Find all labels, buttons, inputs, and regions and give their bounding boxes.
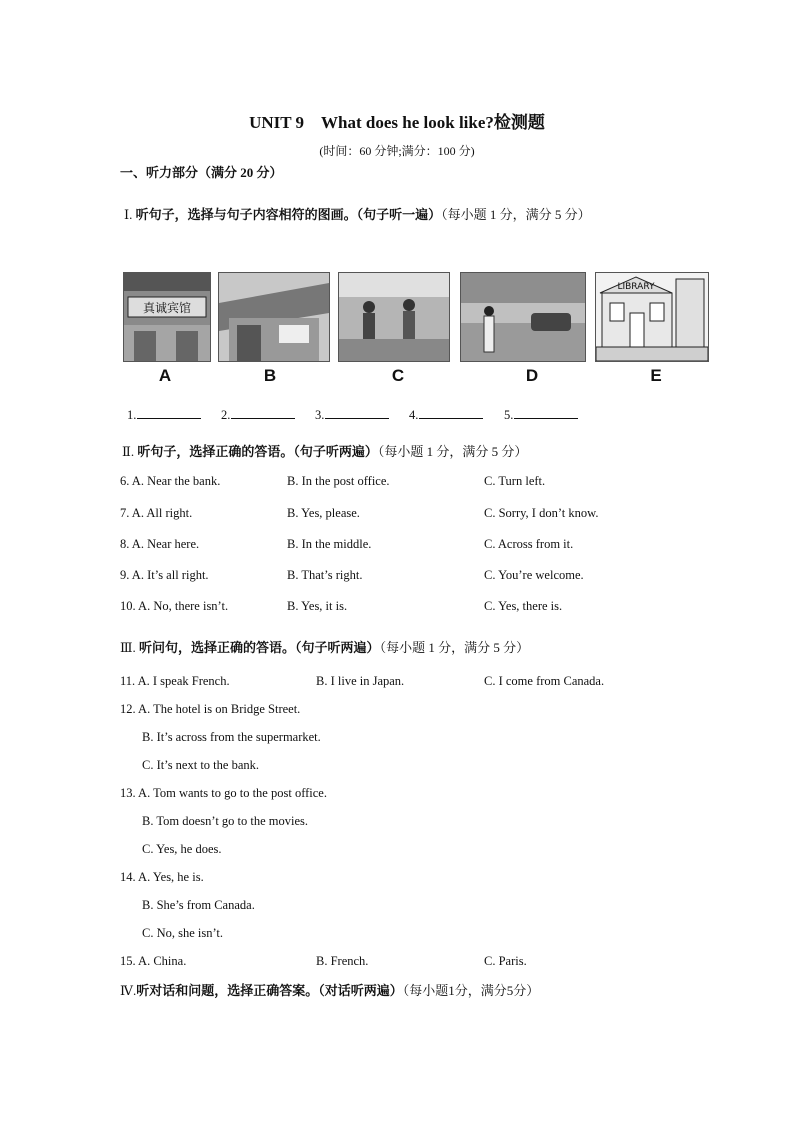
part4-num: Ⅳ. — [120, 983, 137, 998]
q8-option-c: C. Across from it. — [484, 537, 574, 551]
q6-option-b: B. In the post office. — [287, 474, 390, 488]
q9-option-b: B. That’s right. — [287, 568, 363, 582]
q14-option-c: C. No, she isn’t. — [142, 926, 224, 940]
picture-d — [460, 272, 586, 362]
q9-option-a: 9. A. It’s all right. — [120, 568, 209, 582]
q15-option-b: B. French. — [316, 954, 369, 968]
answer-blank-5[interactable]: 5. — [504, 406, 578, 423]
picture-label-a: A — [158, 366, 172, 385]
part3-heading — [120, 637, 529, 656]
q15-option-c: C. Paris. — [484, 954, 527, 968]
part3-instruction: 听问句，选择正确的答语。（句子听两遍） — [139, 640, 380, 655]
picture-a — [123, 272, 211, 362]
part4-instruction: 听对话和问题，选择正确答案。（对话听两遍） — [136, 983, 403, 998]
q11-option-b: B. I live in Japan. — [316, 674, 405, 688]
answer-blank-3[interactable]: 3. — [315, 406, 389, 423]
q14-option-a: 14. A. Yes, he is. — [120, 870, 204, 884]
q8-option-a: 8. A. Near here. — [120, 537, 200, 551]
picture-b — [218, 272, 330, 362]
q7-option-c: C. Sorry, I don’t know. — [484, 506, 599, 520]
part1-num: Ⅰ. — [124, 207, 133, 222]
part1-score: （每小题 1 分，满分 5 分） — [441, 207, 591, 222]
q11-option-c: C. I come from Canada. — [484, 674, 605, 688]
q10-option-c: C. Yes, there is. — [484, 599, 563, 613]
part4-heading — [120, 980, 539, 999]
picture-label-d: D — [525, 366, 539, 385]
q13-option-b: B. Tom doesn’t go to the movies. — [142, 814, 309, 828]
answer-blank-4[interactable]: 4. — [409, 406, 483, 423]
part1-heading — [124, 204, 591, 223]
part1-instruction: 听句子，选择与句子内容相符的图画。（句子听一遍） — [135, 207, 442, 222]
answer-blank-2[interactable]: 2. — [221, 406, 295, 423]
part4-score: （每小题1分，满分5分） — [402, 983, 540, 998]
q10-option-a: 10. A. No, there isn’t. — [120, 599, 229, 613]
q14-option-b: B. She’s from Canada. — [142, 898, 255, 912]
q13-option-a: 13. A. Tom wants to go to the post office. — [120, 786, 327, 800]
q7-option-a: 7. A. All right. — [120, 506, 193, 520]
page-title: UNIT 9 What does he look like?检测题 — [249, 113, 545, 132]
q12-option-b: B. It’s across from the supermarket. — [142, 730, 321, 744]
picture-e-sign: LIBRARY — [617, 282, 655, 292]
part3-num: Ⅲ. — [120, 640, 136, 655]
section-heading: 一、听力部分（满分 20 分） — [120, 165, 283, 180]
part2-instruction: 听句子，选择正确的答语。（句子听两遍） — [137, 444, 378, 459]
part2-heading — [122, 441, 527, 460]
answer-blank-1[interactable]: 1. — [127, 406, 201, 423]
part3-score: （每小题 1 分，满分 5 分） — [379, 640, 530, 655]
picture-label-e: E — [650, 366, 662, 385]
part2-score: （每小题 1 分，满分 5 分） — [377, 444, 528, 459]
q7-option-b: B. Yes, please. — [287, 506, 360, 520]
q8-option-b: B. In the middle. — [287, 537, 372, 551]
q11-option-a: 11. A. I speak French. — [120, 674, 230, 688]
q13-option-c: C. Yes, he does. — [142, 842, 222, 856]
q6-option-c: C. Turn left. — [484, 474, 546, 488]
q12-option-c: C. It’s next to the bank. — [142, 758, 259, 772]
picture-a-sign: 真诚宾馆 — [142, 301, 192, 315]
q12-option-a: 12. A. The hotel is on Bridge Street. — [120, 702, 301, 716]
page-subtitle: (时间：60 分钟;满分：100 分) — [319, 144, 475, 158]
q9-option-c: C. You’re welcome. — [484, 568, 584, 582]
q6-option-a: 6. A. Near the bank. — [120, 474, 221, 488]
q10-option-b: B. Yes, it is. — [287, 599, 348, 613]
picture-e — [595, 272, 709, 362]
picture-label-c: C — [391, 366, 405, 385]
q15-option-a: 15. A. China. — [120, 954, 187, 968]
part2-num: Ⅱ. — [122, 444, 135, 459]
picture-label-b: B — [263, 366, 277, 385]
picture-c — [338, 272, 450, 362]
